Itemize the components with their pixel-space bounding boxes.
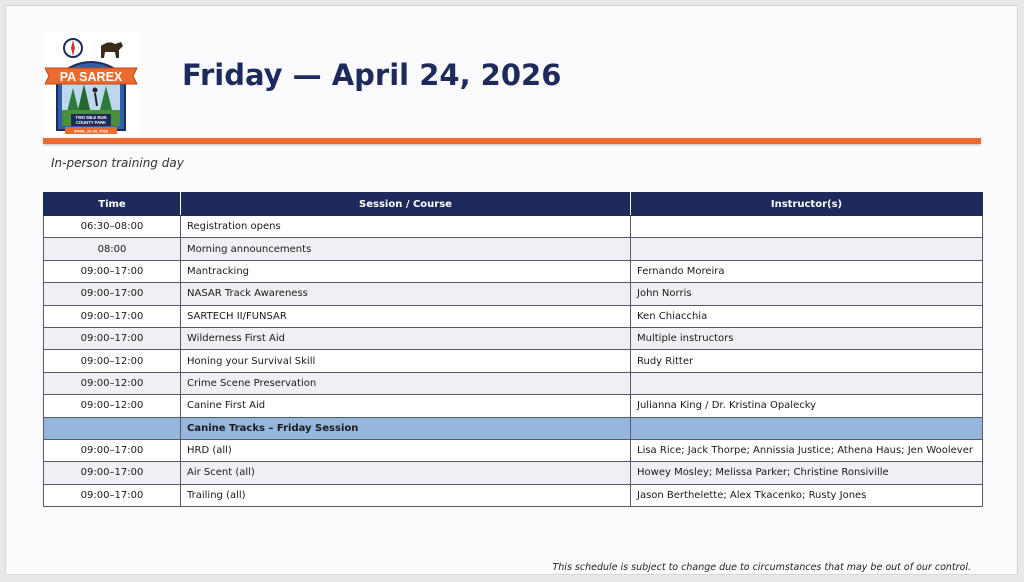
- logo-park-name-line2: COUNTY PARK: [75, 120, 107, 125]
- pa-sarex-logo: [43, 32, 139, 136]
- table-header-row: [44, 193, 983, 216]
- row-instructors: Howey Mosley; Melissa Parker; Christine Ronsiville: [631, 462, 983, 484]
- row-session: Wilderness First Aid: [181, 327, 631, 349]
- schedule-table: [43, 192, 983, 507]
- row-instructors: Fernando Moreira: [631, 260, 983, 282]
- table-row: [44, 283, 983, 305]
- row-instructors: Jason Berthelette; Alex Tkacenko; Rusty Jones: [631, 484, 983, 506]
- logo-park-name: TWO MILE RUN: [75, 115, 107, 120]
- row-instructors: Ken Chiacchia: [631, 305, 983, 327]
- row-time: 09:00–17:00: [44, 327, 181, 349]
- table-row: [44, 372, 983, 394]
- schedule-page: [5, 5, 1018, 575]
- row-session: Crime Scene Preservation: [181, 372, 631, 394]
- row-instructors: Lisa Rice; Jack Thorpe; Annissia Justice; Athena Haus; Jen Woolever: [631, 439, 983, 461]
- table-row: [44, 305, 983, 327]
- row-time: 09:00–12:00: [44, 395, 181, 417]
- row-session: Canine First Aid: [181, 395, 631, 417]
- table-row: [44, 260, 983, 282]
- table-row: [44, 350, 983, 372]
- row-session: NASAR Track Awareness: [181, 283, 631, 305]
- table-row: [44, 216, 983, 238]
- row-instructors: Julianna King / Dr. Kristina Opalecky: [631, 395, 983, 417]
- page-title: Friday — April 24, 2026: [182, 58, 562, 92]
- row-time: [44, 417, 181, 439]
- table-row: [44, 462, 983, 484]
- row-time: 09:00–12:00: [44, 372, 181, 394]
- table-row: [44, 484, 983, 506]
- row-time: 09:00–17:00: [44, 260, 181, 282]
- column-header-session: Session / Course: [181, 193, 631, 216]
- column-header-time: Time: [44, 193, 181, 216]
- row-time: 09:00–17:00: [44, 305, 181, 327]
- row-session: Registration opens: [181, 216, 631, 238]
- table-row: [44, 327, 983, 349]
- table-row: [44, 395, 983, 417]
- row-time: 09:00–17:00: [44, 462, 181, 484]
- row-session: HRD (all): [181, 439, 631, 461]
- row-instructors: [631, 216, 983, 238]
- row-instructors: [631, 417, 983, 439]
- row-time: 09:00–12:00: [44, 350, 181, 372]
- table-row: [44, 238, 983, 260]
- schedule-disclaimer: This schedule is subject to change due to circumstances that may be out of our control.: [552, 562, 971, 573]
- row-session: SARTECH II/FUNSAR: [181, 305, 631, 327]
- logo-dates: APRIL 23-25, 2026: [73, 128, 109, 134]
- row-time: 09:00–17:00: [44, 283, 181, 305]
- column-header-instructors: Instructor(s): [631, 193, 983, 216]
- row-instructors: John Norris: [631, 283, 983, 305]
- row-instructors: [631, 238, 983, 260]
- row-instructors: Rudy Ritter: [631, 350, 983, 372]
- row-session: Honing your Survival Skill: [181, 350, 631, 372]
- section-header-row: [44, 417, 983, 439]
- row-session: Mantracking: [181, 260, 631, 282]
- row-time: 06:30–08:00: [44, 216, 181, 238]
- row-session: Trailing (all): [181, 484, 631, 506]
- row-session: Air Scent (all): [181, 462, 631, 484]
- page-subtitle: In-person training day: [51, 156, 184, 170]
- row-time: 09:00–17:00: [44, 439, 181, 461]
- row-time: 09:00–17:00: [44, 484, 181, 506]
- header-divider: [43, 138, 981, 144]
- row-time: 08:00: [44, 238, 181, 260]
- section-title: Canine Tracks – Friday Session: [181, 417, 631, 439]
- row-instructors: Multiple instructors: [631, 327, 983, 349]
- row-session: Morning announcements: [181, 238, 631, 260]
- row-instructors: [631, 372, 983, 394]
- logo-title: PA SAREX: [59, 70, 123, 84]
- table-row: [44, 439, 983, 461]
